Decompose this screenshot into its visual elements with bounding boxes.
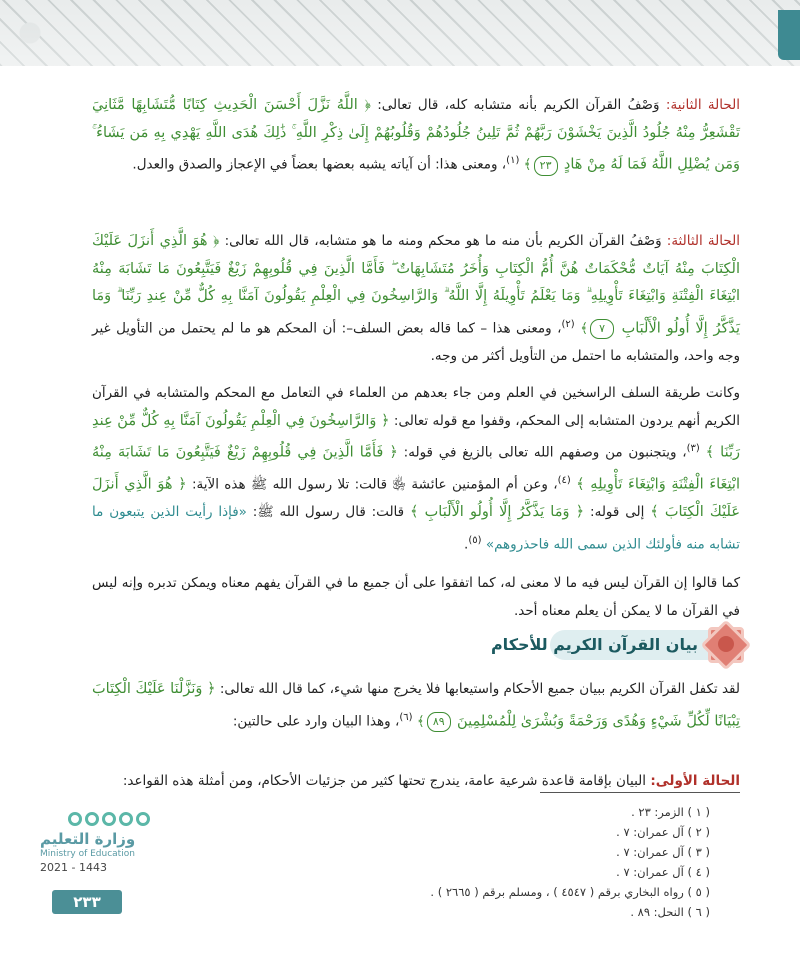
section-title: بيان القرآن الكريم للأحكام: [490, 635, 698, 654]
hadith-quote: «فإذا رأيت الذين يتبعون ما تشابه منه فأولئك الذين سمى الله فاحذروهم»: [92, 504, 740, 552]
footnote-ref: (٢): [561, 318, 575, 330]
footnote-item: ( ١ ) الزمر: ٢٣ .: [631, 805, 710, 819]
footnote-ref: (٤): [557, 475, 571, 486]
case-two-paragraph: [92, 92, 740, 179]
footnote-ref: (١): [506, 155, 520, 166]
case-two-intro: وَصْفُ القرآن الكريم بأنه متشابه كله، قال تعالى:: [370, 97, 666, 113]
case-two-rest: ، ومعنى هذا: أن آياته يشبه بعضها بعضاً في الإعجاز والصدق والعدل.: [132, 156, 507, 173]
salaf-verse-1: ﴿ وَالرَّاسِخُونَ فِي الْعِلْمِ يَقُولُونَ آمَنَّا بِهِ كُلٌّ مِّنْ عِندِ رَبِّنَا ﴾: [92, 412, 741, 461]
first-case-label: الحالة الأولى:: [650, 773, 740, 789]
footnote-ref: (٥): [468, 534, 482, 546]
section-heading: [490, 626, 744, 664]
verse-number-badge: ٨٩: [427, 712, 451, 732]
rulings-verse: ﴿ وَنَزَّلْنَا عَلَيْكَ الْكِتَابَ تِبْيَانًا لِّكُلِّ شَيْءٍ وَهُدًى وَرَحْمَةً وَبُشْرَىٰ لِلْمُسْلِمِينَ: [92, 681, 740, 729]
page-number: ٢٣٣: [52, 890, 122, 914]
rulings-text-2: ، وهذا البيان وارد على حالتين:: [232, 713, 400, 729]
verse-number-badge: ٧: [590, 319, 614, 339]
rulings-text-1: لقد تكفل القرآن الكريم ببيان جميع الأحكام واستيعابها فلا يخرج منها شيء، كما قال الله تعالى:: [215, 681, 740, 697]
salaf-text-6: .: [464, 536, 469, 552]
salaf-verse-2: ﴿ فَأَمَّا الَّذِينَ فِي قُلُوبِهِمْ زَيْغٌ فَيَتَّبِعُونَ مَا تَشَابَهَ مِنْهُ ابْتِغَاءَ الْفِتْنَةِ وَابْتِغَاءَ تَأْوِيلِهِ ﴾: [92, 444, 740, 493]
footnotes-list: [430, 802, 710, 922]
salaf-text-4: إلى قوله:: [584, 504, 651, 520]
first-case-text: البيان بإقامة قاعدة شرعية عامة، يندرج تحتها كثير من جزئيات الأحكام، ومن أمثلة هذه القواعد:: [122, 773, 651, 789]
case-three-intro: وَصْفُ القرآن الكريم بأن منه ما هو محكم ومنه ما هو متشابه، قال الله تعالى:: [219, 233, 667, 249]
agreement-paragraph: كما قالوا إن القرآن ليس فيه ما لا معنى له، كما اتفقوا على أن جميع ما في القرآن يفهم معناه ويمكن تدبره وإنه ليس في القرآن ما لا يمكن أن يعلم معناه أحد.: [92, 575, 740, 619]
badge-center-dot: [718, 636, 734, 652]
footnote-item: ( ٤ ) آل عمران: ٧ .: [616, 865, 710, 879]
closing-bracket: ﴾: [416, 713, 425, 729]
logo-english-text: Ministry of Education: [40, 849, 135, 859]
chapter-tab-marker: [778, 10, 800, 60]
salaf-paragraph: [92, 380, 740, 559]
footnote-ref: (٣): [686, 443, 700, 454]
salaf-text-1: وكانت طريقة السلف الراسخين في العلم ومن جاء بعدهم من العلماء في التعامل مع المحكم والمتشابه في القرآن الكريم أنهم يردون المتشابه إلى المحكم، وقفوا مع قوله تعالى:: [92, 385, 740, 429]
footnote-item: ( ٦ ) النحل: ٨٩ .: [630, 905, 710, 919]
salaf-verse-4: ﴿ وَمَا يَذَّكَّرُ إِلَّا أُولُو الْأَلْبَابِ ﴾: [409, 504, 585, 520]
ministry-logo: [40, 812, 150, 874]
header-shade: [0, 0, 800, 66]
footnote-divider: [540, 792, 740, 793]
case-three-paragraph: [92, 228, 740, 370]
salaf-verse-3: ﴿ هُوَ الَّذِي أَنزَلَ عَلَيْكَ الْكِتَابَ ﴾: [92, 476, 740, 520]
footnote-item: ( ٢ ) آل عمران: ٧ .: [616, 825, 710, 839]
closing-bracket: ﴾: [523, 156, 532, 173]
closing-bracket: ﴾: [580, 320, 589, 336]
verse-number-badge: ٢٣: [534, 156, 558, 176]
salaf-text-5: قالت: قال رسول الله ﷺ:: [246, 504, 410, 520]
case-three-label: الحالة الثالثة:: [666, 233, 740, 249]
case-two-verse: ﴿ اللَّهُ نَزَّلَ أَحْسَنَ الْحَدِيثِ كِتَابًا مُّتَشَابِهًا مَّثَانِيَ تَقْشَعِرُّ مِنْهُ جُلُودُ الَّذِينَ يَخْشَوْنَ رَبَّهُمْ ثُمَّ تَلِينُ جُلُودُهُمْ وَقُلُوبُهُمْ إِلَىٰ ذِكْرِ اللَّهِ ۚ ذَٰلِكَ هُدَى اللَّهِ يَهْدِي بِهِ مَن يَشَاءُ ۚ وَمَن يُضْلِلِ اللَّهُ فَمَا لَهُ مِنْ هَادٍ: [92, 97, 740, 173]
logo-arabic-text: وزارة التعليم: [40, 830, 136, 848]
case-three-verse: ﴿ هُوَ الَّذِي أَنزَلَ عَلَيْكَ الْكِتَابَ مِنْهُ آيَاتٌ مُّحْكَمَاتٌ هُنَّ أُمُّ الْكِتَابِ وَأُخَرُ مُتَشَابِهَاتٌ ۖ فَأَمَّا الَّذِينَ فِي قُلُوبِهِمْ زَيْغٌ فَيَتَّبِعُونَ مَا تَشَابَهَ مِنْهُ ابْتِغَاءَ الْفِتْنَةِ وَابْتِغَاءَ تَأْوِيلِهِ ۗ وَمَا يَعْلَمُ تَأْوِيلَهُ إِلَّا اللَّهُ ۗ وَالرَّاسِخُونَ فِي الْعِلْمِ يَقُولُونَ آمَنَّا بِهِ كُلٌّ مِّنْ عِندِ رَبِّنَا ۗ وَمَا يَذَّكَّرُ إِلَّا أُولُو الْأَلْبَابِ: [92, 233, 740, 336]
footnote-ref: (٦): [399, 711, 413, 723]
salaf-text-2: ، ويتجنبون من وصفهم الله تعالى بالزيغ في قوله:: [397, 444, 687, 461]
edition-year: 2021 - 1443: [40, 861, 107, 874]
footnote-item: ( ٥ ) رواه البخاري برقم ( ٤٥٤٧ ) ، ومسلم برقم ( ٢٦٦٥ ) .: [430, 885, 710, 899]
case-three-rest: ، ومعنى هذا – كما قاله بعض السلف–: أن المحكم هو ما لم يحتمل من التأويل غير وجه واحد، والمتشابه ما احتمل من التأويل أكثر من وجه.: [92, 320, 740, 364]
footnote-item: ( ٣ ) آل عمران: ٧ .: [616, 845, 710, 859]
salaf-text-3: ، وعن أم المؤمنين عائشة ﵂ قالت: تلا رسول الله ﷺ هذه الآية:: [186, 476, 558, 493]
case-two-label: الحالة الثانية:: [665, 97, 740, 113]
logo-mark-icon: [54, 812, 150, 826]
rulings-paragraph: [92, 676, 740, 736]
